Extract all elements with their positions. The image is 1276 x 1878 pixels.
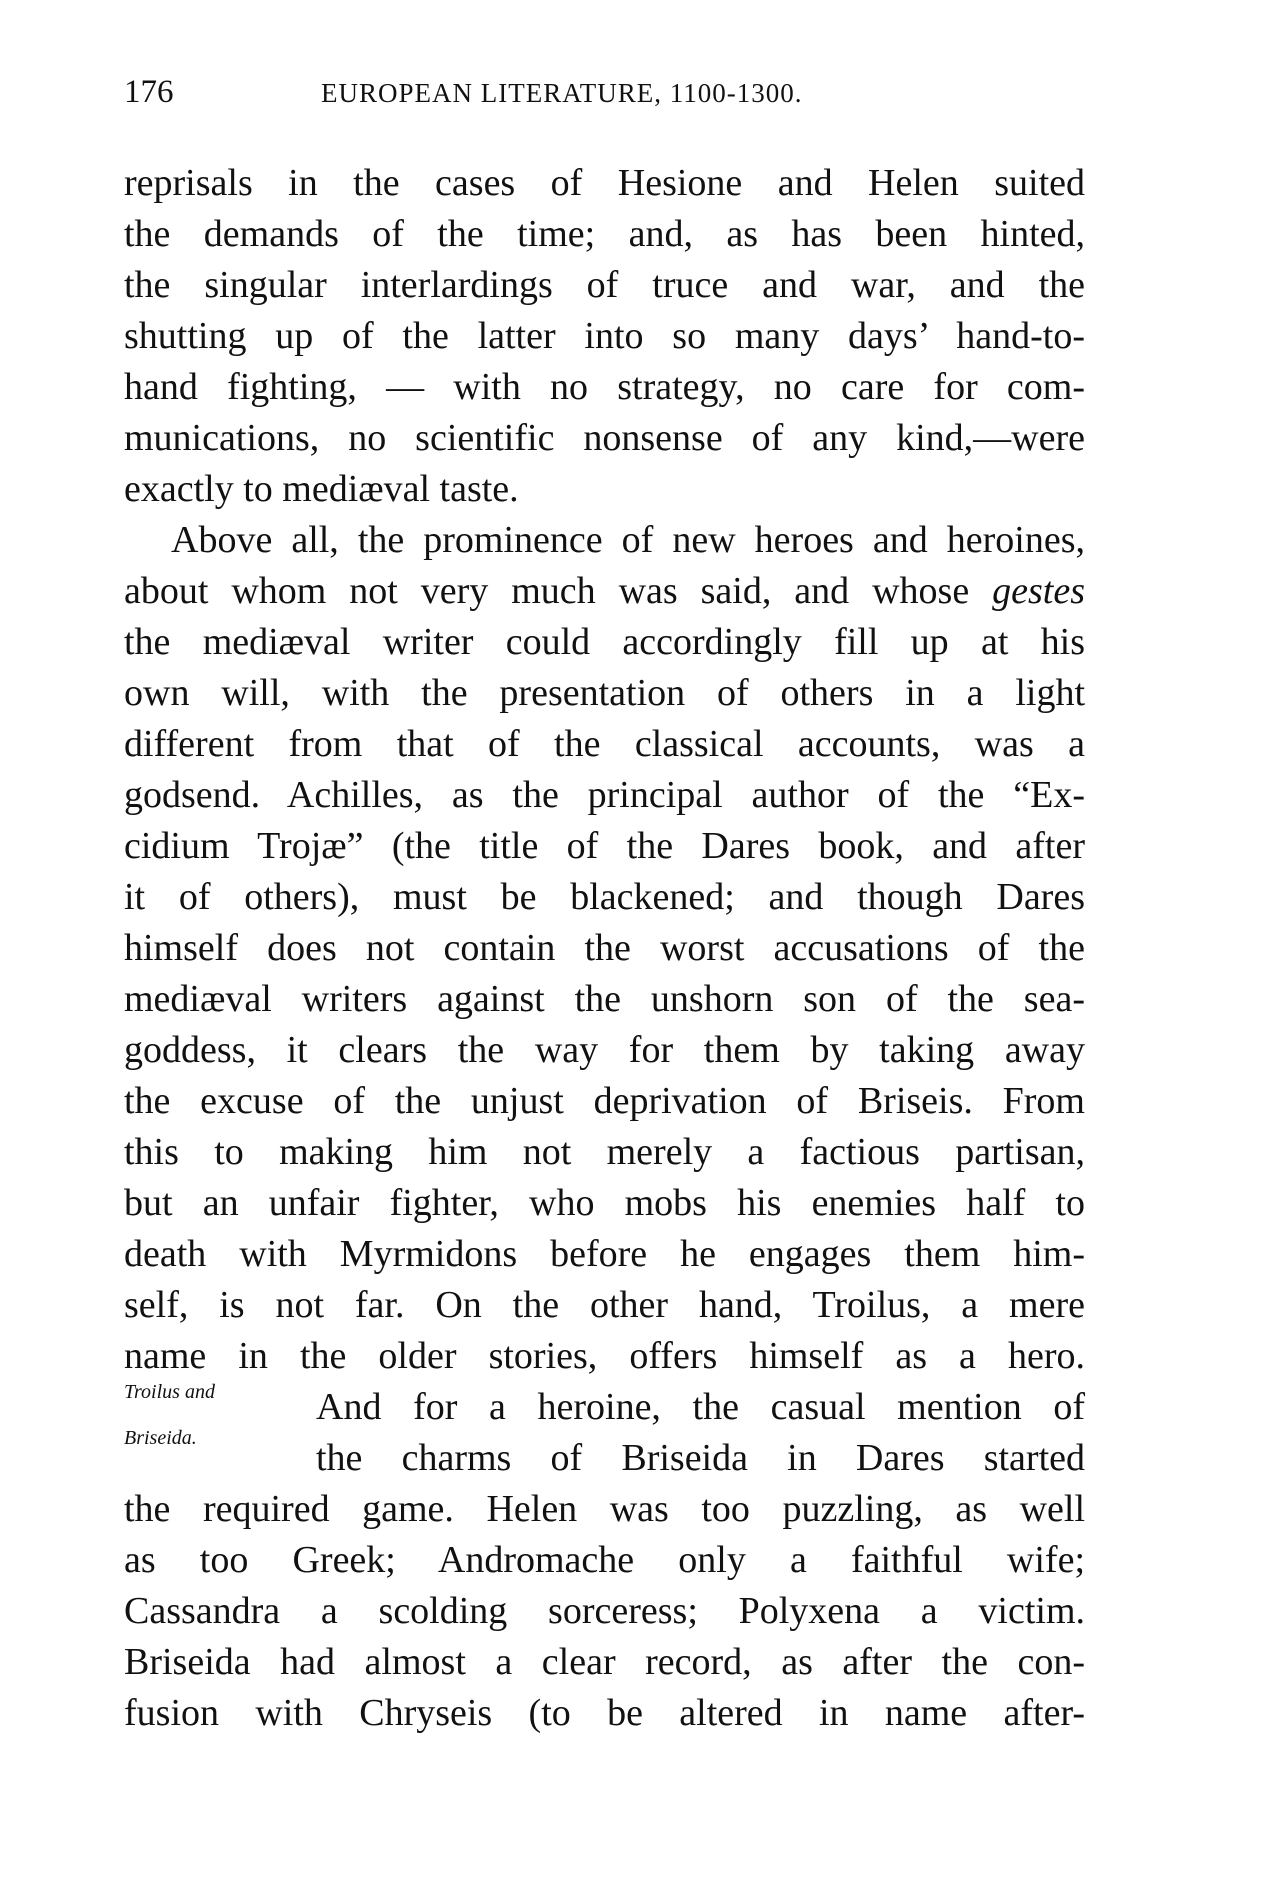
text-line (124, 1433, 1085, 1484)
text-line-content: about whom not very much was said, and whose gestes (124, 570, 1085, 612)
text-line-content: as too Greek; Andromache only a faithful wife; (124, 1539, 1085, 1581)
text-line-content: different from that of the classical accounts, was a (124, 723, 1085, 765)
text-line-content: And for a heroine, the casual mention of (316, 1386, 1085, 1428)
text-line (124, 1535, 1085, 1586)
text-line-content: Briseida had almost a clear record, as after the con- (124, 1641, 1085, 1683)
margin-note-line-1: Troilus and (124, 1381, 215, 1403)
text-line-content: godsend. Achilles, as the principal author of the “Ex- (124, 774, 1085, 816)
text-line-content: this to making him not merely a factious partisan, (124, 1131, 1085, 1173)
running-title: EUROPEAN LITERATURE, 1100-1300. (321, 78, 803, 108)
text-line (124, 821, 1085, 872)
text-line-content: hand fighting, — with no strategy, no care for com- (124, 366, 1085, 408)
text-line-content: the required game. Helen was too puzzling, as well (124, 1488, 1085, 1530)
text-line-content: but an unfair fighter, who mobs his enemies half to (124, 1182, 1085, 1224)
text-line (124, 1688, 1085, 1739)
text-line-content: death with Myrmidons before he engages them him- (124, 1233, 1085, 1275)
text-line (124, 1178, 1085, 1229)
text-line (124, 770, 1085, 821)
text-line (124, 1382, 1085, 1433)
text-line (124, 1484, 1085, 1535)
text-line-content: the charms of Briseida in Dares started (316, 1437, 1085, 1479)
text-line (124, 1025, 1085, 1076)
text-line (124, 1229, 1085, 1280)
text-line-content: cidium Trojæ” (the title of the Dares book, and after (124, 825, 1085, 867)
text-line-content: the demands of the time; and, as has been hinted, (124, 213, 1085, 255)
text-line-content: Above all, the prominence of new heroes and heroines, (171, 519, 1085, 561)
text-line-content: Cassandra a scolding sorceress; Polyxena a victim. (124, 1590, 1085, 1632)
text-line (124, 1076, 1085, 1127)
text-line-content: own will, with the presentation of others in a light (124, 672, 1085, 714)
text-line (124, 515, 1085, 566)
text-line-content: name in the older stories, offers himself as a hero. (124, 1335, 1085, 1377)
text-line (124, 974, 1085, 1025)
text-line (124, 1127, 1085, 1178)
text-line-content: it of others), must be blackened; and though Dares (124, 876, 1085, 918)
text-line (124, 1331, 1085, 1382)
text-line-content: self, is not far. On the other hand, Troilus, a mere (124, 1284, 1085, 1326)
margin-note-line-2: Briseida. (124, 1427, 197, 1449)
text-line-content: the singular interlardings of truce and war, and the (124, 264, 1085, 306)
text-line (124, 464, 1085, 515)
text-line-content: reprisals in the cases of Hesione and Helen suited (124, 162, 1085, 204)
italic-word: gestes (992, 570, 1085, 612)
text-line-content: the mediæval writer could accordingly fill up at his (124, 621, 1085, 663)
text-line (124, 719, 1085, 770)
text-line-content: munications, no scientific nonsense of any kind,—were (124, 417, 1085, 459)
text-line-content: exactly to mediæval taste. (124, 468, 519, 510)
text-line-content: goddess, it clears the way for them by taking away (124, 1029, 1085, 1071)
text-line (124, 362, 1085, 413)
text-line (124, 1637, 1085, 1688)
text-line (124, 260, 1085, 311)
text-line (124, 872, 1085, 923)
text-line-content: fusion with Chryseis (to be altered in name after- (124, 1692, 1085, 1734)
text-line (124, 209, 1085, 260)
text-line-content: shutting up of the latter into so many days’ hand-to- (124, 315, 1085, 357)
text-line-content: himself does not contain the worst accusations of the (124, 927, 1085, 969)
text-line-content: mediæval writers against the unshorn son of the sea- (124, 978, 1085, 1020)
text-line (124, 413, 1085, 464)
text-line (124, 158, 1085, 209)
page-body (124, 158, 1085, 1739)
text-line (124, 617, 1085, 668)
text-line (124, 668, 1085, 719)
running-header (124, 74, 1085, 114)
text-lines (124, 158, 1085, 1739)
page-number: 176 (124, 74, 174, 110)
text-line (124, 566, 1085, 617)
text-line-content: the excuse of the unjust deprivation of Briseis. From (124, 1080, 1085, 1122)
text-line (124, 311, 1085, 362)
text-line (124, 1586, 1085, 1637)
text-line (124, 923, 1085, 974)
text-line (124, 1280, 1085, 1331)
